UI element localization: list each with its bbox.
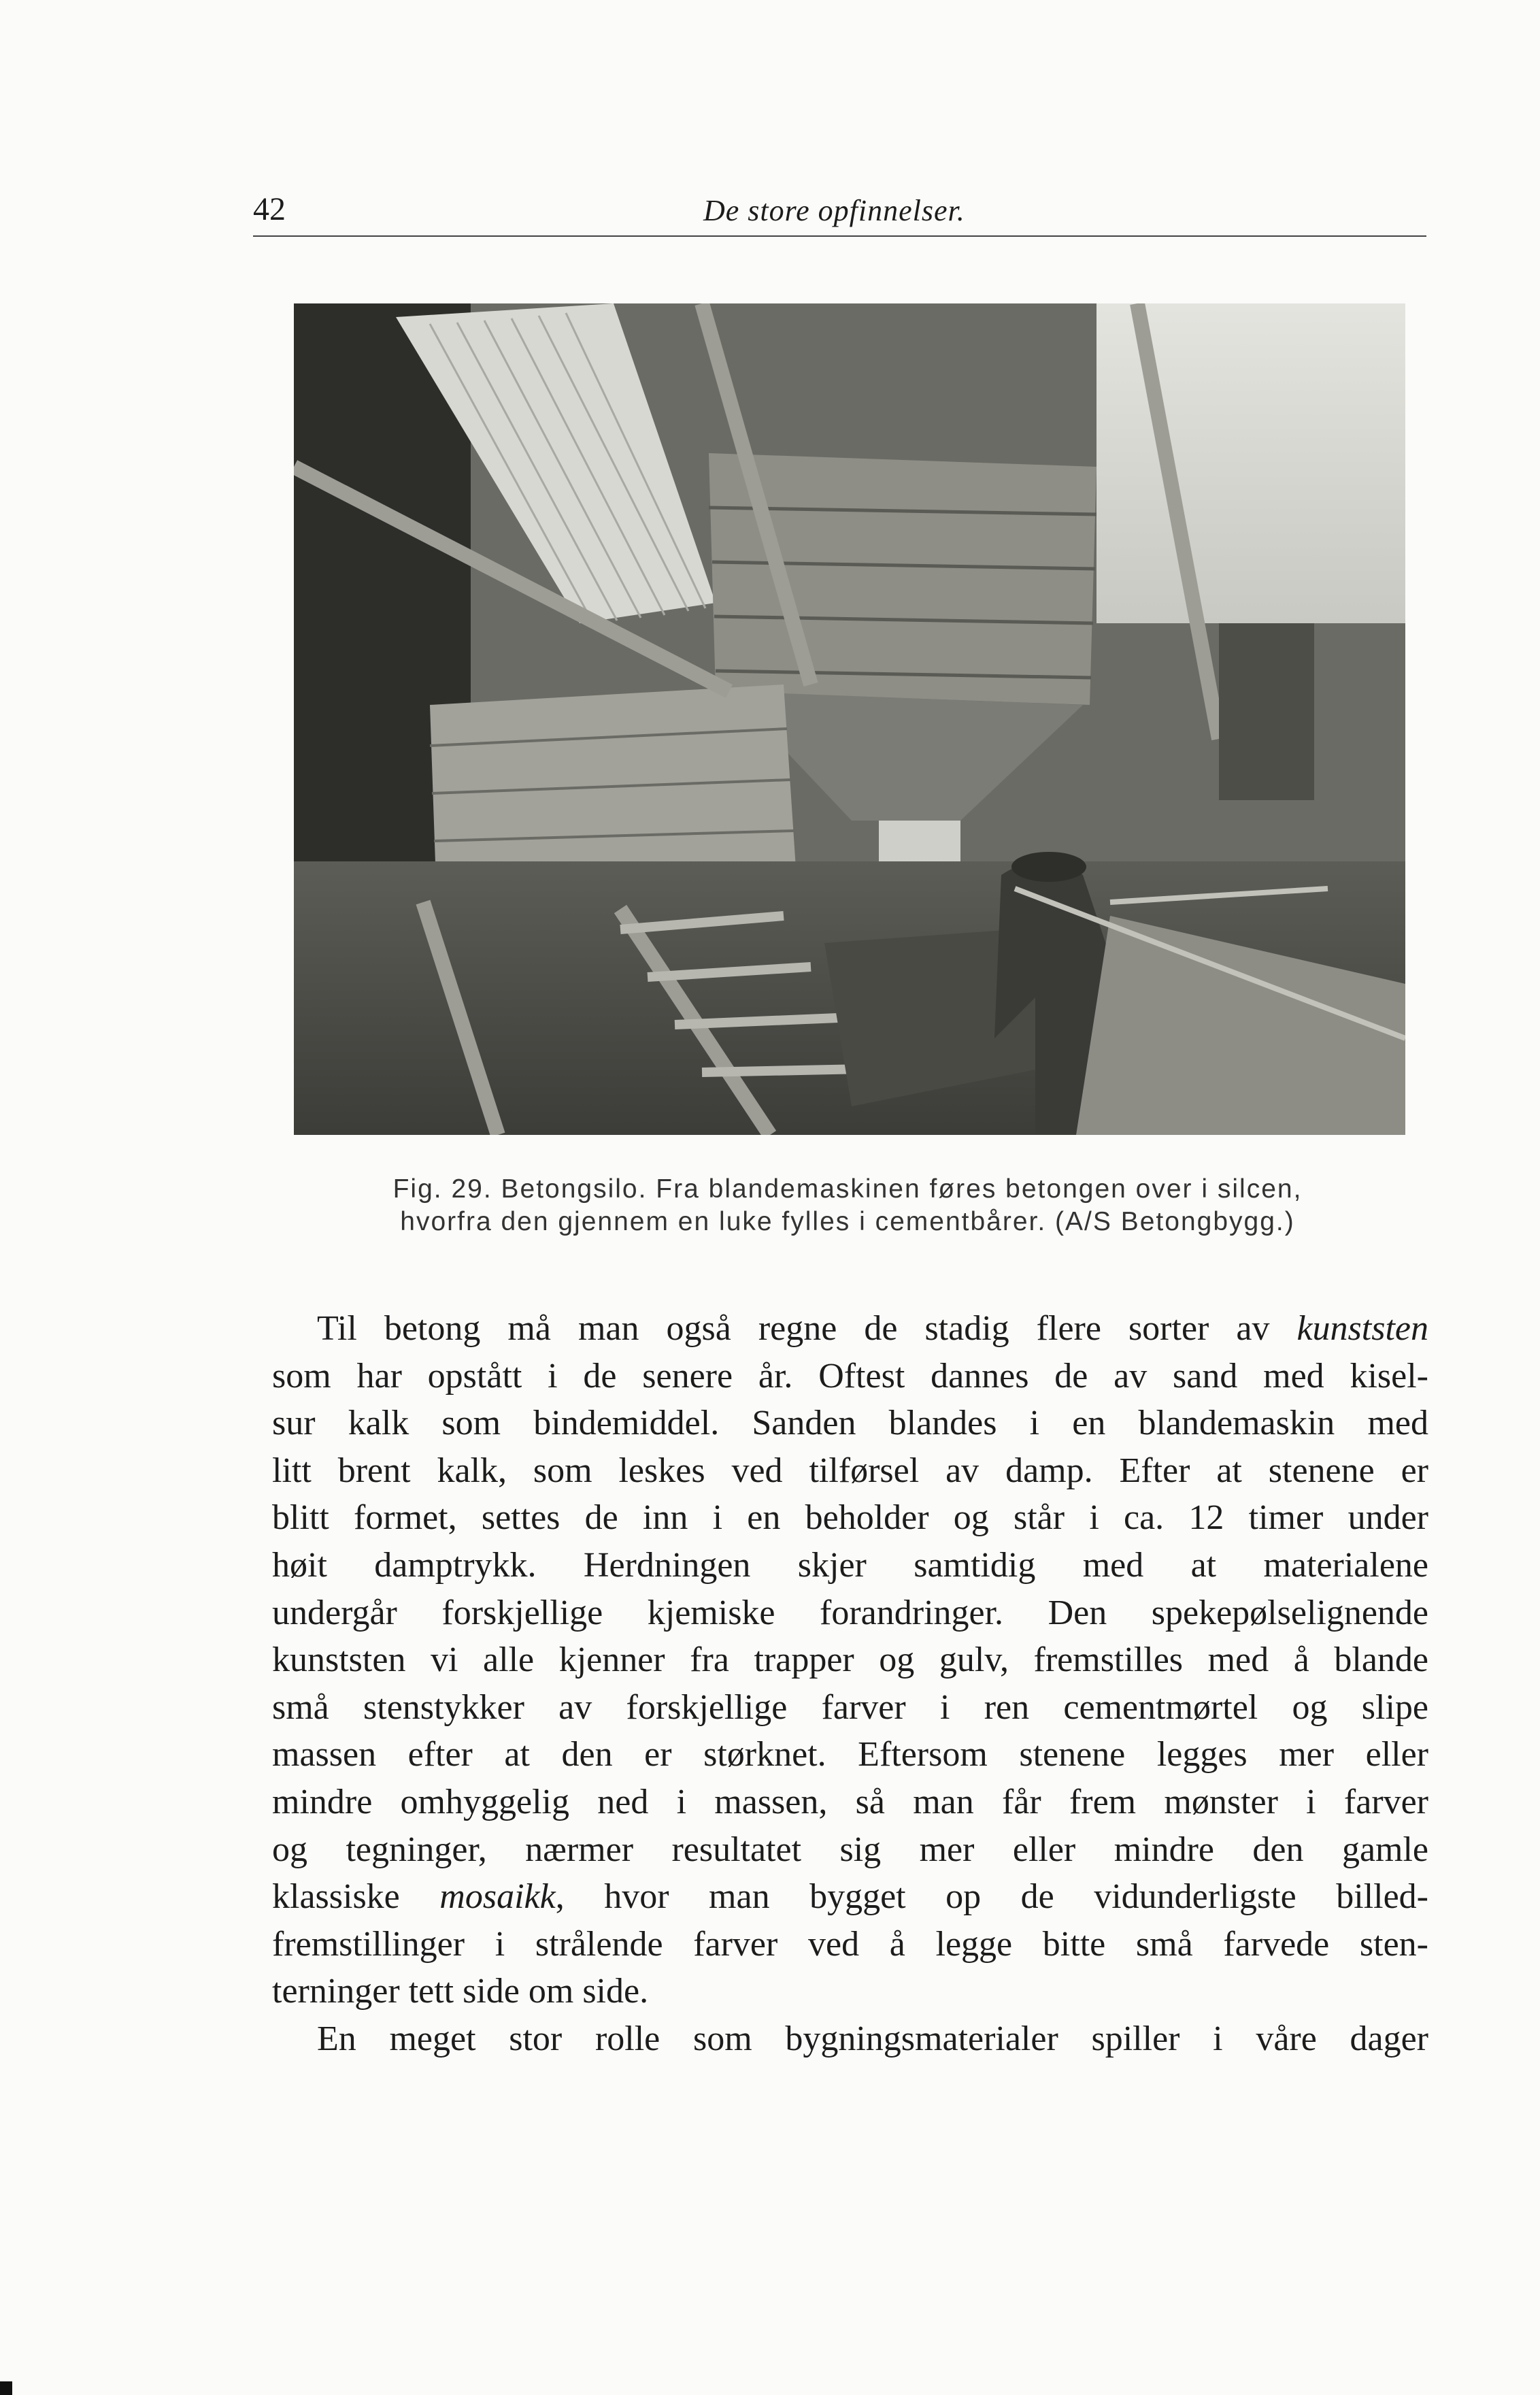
text-line: små stenstykker av forskjellige farver i ren cementmørtel og slipe — [272, 1687, 1428, 1727]
text-line: undergår forskjellige kjemiske forandringer. Den spekepølselignende — [272, 1593, 1428, 1632]
text-line: En meget stor rolle som bygningsmaterialer spiller i våre dager — [317, 2019, 1428, 2058]
scan-corner-mark — [0, 2381, 12, 2395]
text-line: terninger tett side om side. — [272, 1972, 649, 2011]
text-line: fremstillinger i strålende farver ved å legge bitte små farvede sten- — [272, 1924, 1428, 1964]
caption-line: hvorfra den gjennem en luke fylles i cementbårer. (A/S Betongbygg.) — [400, 1207, 1295, 1236]
page-number: 42 — [253, 191, 286, 227]
text-line: som har opstått i de senere år. Oftest dannes de av sand med kisel- — [272, 1356, 1428, 1395]
caption-line: Fig. 29. Betongsilo. Fra blandemaskinen føres betongen over i silcen, — [392, 1174, 1303, 1204]
photo-illustration — [294, 303, 1405, 1135]
text-line: massen efter at den er størknet. Eftersom stenene legges mer eller — [272, 1735, 1428, 1774]
text-line: blitt formet, settes de inn i en beholder og står i ca. 12 timer under — [272, 1498, 1428, 1538]
running-title: De store opfinnelser. — [703, 194, 965, 227]
text-line: mindre omhyggelig ned i massen, så man får frem mønster i farver — [272, 1782, 1428, 1821]
text-line: og tegninger, nærmer resultatet sig mer eller mindre den gamle — [272, 1830, 1428, 1869]
text-line: litt brent kalk, som leskes ved tilførsel av damp. Efter at stenene er — [272, 1451, 1428, 1490]
text-line: sur kalk som bindemiddel. Sanden blandes i en blandemaskin med — [272, 1404, 1428, 1443]
body-text — [272, 1305, 1428, 2063]
figure-photo-concrete-silo — [294, 303, 1405, 1135]
figure-caption — [269, 1173, 1426, 1238]
text-line: høit damptrykk. Herdningen skjer samtidig med at materialene — [272, 1545, 1428, 1585]
text-line: Til betong må man også regne de stadig flere sorter av kunststen — [317, 1309, 1428, 1348]
page-header — [253, 184, 1426, 238]
header-rule — [253, 235, 1426, 237]
text-line: klassiske mosaikk, hvor man bygget op de vidunderligste billed- — [272, 1877, 1428, 1917]
text-line: kunststen vi alle kjenner fra trapper og gulv, fremstilles med å blande — [272, 1640, 1428, 1680]
